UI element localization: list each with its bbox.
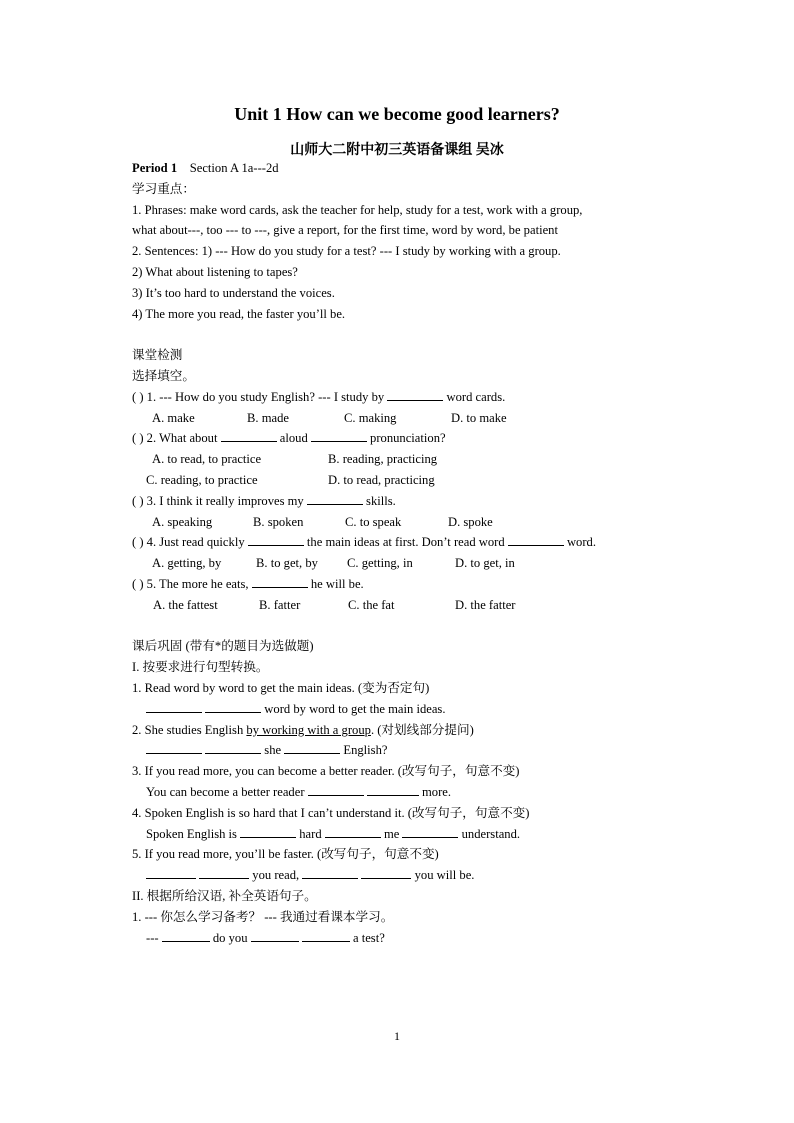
class-test-heading: 课堂检测 bbox=[132, 348, 183, 362]
answer-blank[interactable] bbox=[284, 743, 340, 754]
homework-1-answer-text: word by word to get the main ideas. bbox=[261, 702, 446, 716]
q5-option-d: D. the fatter bbox=[455, 598, 516, 612]
homework-5-answer-tail: you will be. bbox=[411, 868, 475, 882]
q1-option-b: B. made bbox=[247, 411, 289, 425]
answer-blank[interactable] bbox=[308, 785, 364, 796]
q2-option-a: A. to read, to practice bbox=[152, 452, 262, 466]
homework-5-answer bbox=[146, 867, 474, 883]
homework-2-answer-mid: she bbox=[261, 743, 285, 757]
answer-blank[interactable] bbox=[302, 868, 358, 879]
homework-2-text: 2. She studies English bbox=[132, 723, 247, 737]
answer-blank[interactable] bbox=[361, 868, 411, 879]
phrases-line-2: what about---, too --- to ---, give a report, for the first time, word by word, be patient bbox=[132, 223, 558, 237]
answer-blank[interactable] bbox=[221, 431, 277, 442]
period-label: Period 1 bbox=[132, 161, 178, 175]
q4-option-d: D. to get, in bbox=[455, 556, 515, 570]
answer-blank[interactable] bbox=[146, 743, 202, 754]
q2-option-b: B. reading, practicing bbox=[328, 452, 438, 466]
question-4-text: ( ) 4. Just read quickly bbox=[132, 535, 248, 549]
answer-blank[interactable] bbox=[248, 535, 304, 546]
q2-option-d: D. to read, practicing bbox=[328, 473, 435, 487]
homework-1-answer bbox=[146, 701, 445, 717]
homework-3-answer-tail: more. bbox=[418, 785, 452, 799]
page-title: Unit 1 How can we become good learners? bbox=[234, 104, 560, 124]
page-subtitle: 山师大二附中初三英语备课组 吴冰 bbox=[290, 143, 504, 158]
answer-blank[interactable] bbox=[199, 868, 249, 879]
q1-option-d: D. to make bbox=[451, 411, 507, 425]
homework-3-answer bbox=[146, 784, 451, 800]
answer-blank[interactable] bbox=[311, 431, 367, 442]
answer-blank[interactable] bbox=[205, 743, 261, 754]
homework-4-answer-tail: understand. bbox=[458, 827, 521, 841]
question-4-mid: the main ideas at first. Don’t read word bbox=[303, 535, 508, 549]
question-4 bbox=[132, 534, 596, 550]
question-5-tail: he will be. bbox=[307, 577, 364, 591]
part-2-heading: II. 根据所给汉语, 补全英语句子。 bbox=[132, 889, 317, 903]
answer-blank[interactable] bbox=[302, 931, 350, 942]
answer-blank[interactable] bbox=[240, 827, 296, 838]
answer-blank[interactable] bbox=[367, 785, 419, 796]
question-1-text: ( ) 1. --- How do you study English? --- I study by bbox=[132, 390, 388, 404]
sentence-3: 3) It’s too hard to understand the voices. bbox=[132, 286, 335, 300]
question-2 bbox=[132, 430, 446, 446]
homework-3-answer-text: You can become a better reader bbox=[146, 785, 308, 799]
question-1 bbox=[132, 389, 505, 405]
homework-2-answer-tail: English? bbox=[340, 743, 388, 757]
question-3 bbox=[132, 493, 396, 509]
question-5-text: ( ) 5. The more he eats, bbox=[132, 577, 252, 591]
q1-option-c: C. making bbox=[344, 411, 397, 425]
page-number: 1 bbox=[394, 1029, 400, 1043]
phrases-line-1: 1. Phrases: make word cards, ask the teacher for help, study for a test, work with a group, bbox=[132, 203, 583, 217]
q4-option-c: C. getting, in bbox=[347, 556, 413, 570]
question-2-mid: aloud bbox=[276, 431, 311, 445]
answer-blank[interactable] bbox=[402, 827, 458, 838]
answer-blank[interactable] bbox=[251, 931, 299, 942]
homework-5: 5. If you read more, you’ll be faster. (改写句子，句意不变) bbox=[132, 847, 439, 861]
homework-5-answer-mid: you read, bbox=[249, 868, 303, 882]
q1-option-a: A. make bbox=[152, 411, 195, 425]
q3-option-c: C. to speak bbox=[345, 515, 402, 529]
answer-blank[interactable] bbox=[252, 577, 308, 588]
question-2-text: ( ) 2. What about bbox=[132, 431, 221, 445]
part-2-question-1: 1. --- 你怎么学习备考？ --- 我通过看课本学习。 bbox=[132, 910, 394, 924]
question-3-tail: skills. bbox=[362, 494, 396, 508]
question-1-tail: word cards. bbox=[443, 390, 506, 404]
period-line bbox=[132, 160, 279, 176]
underlined-phrase: by working with a group bbox=[246, 723, 371, 737]
homework-heading: 课后巩固 (带有*的题目为选做题) bbox=[132, 639, 314, 653]
q2-option-c: C. reading, to practice bbox=[146, 473, 258, 487]
homework-4-answer-text: Spoken English is bbox=[146, 827, 241, 841]
part-2-answer-tail: a test? bbox=[349, 931, 385, 945]
answer-blank[interactable] bbox=[508, 535, 564, 546]
sentence-4: 4) The more you read, the faster you’ll be. bbox=[132, 307, 346, 321]
answer-blank[interactable] bbox=[307, 494, 363, 505]
sentence-2: 2) What about listening to tapes? bbox=[132, 265, 298, 279]
answer-blank[interactable] bbox=[325, 827, 381, 838]
question-4-tail: word. bbox=[563, 535, 596, 549]
q5-option-a: A. the fattest bbox=[153, 598, 218, 612]
part-2-question-1-answer bbox=[146, 930, 385, 946]
homework-4-answer-mid2: me bbox=[380, 827, 403, 841]
answer-blank[interactable] bbox=[387, 390, 443, 401]
part-2-answer-mid: do you bbox=[209, 931, 251, 945]
homework-2 bbox=[132, 722, 474, 738]
homework-4-answer-mid: hard bbox=[296, 827, 325, 841]
answer-blank[interactable] bbox=[146, 868, 196, 879]
q4-option-a: A. getting, by bbox=[152, 556, 222, 570]
question-5 bbox=[132, 576, 364, 592]
period-section: Section A 1a---2d bbox=[189, 161, 279, 175]
q5-option-b: B. fatter bbox=[259, 598, 301, 612]
answer-blank[interactable] bbox=[162, 931, 210, 942]
homework-4-answer bbox=[146, 826, 520, 842]
answer-blank[interactable] bbox=[205, 702, 261, 713]
class-test-subheading: 选择填空。 bbox=[132, 369, 195, 383]
homework-2-answer bbox=[146, 742, 387, 758]
question-3-text: ( ) 3. I think it really improves my bbox=[132, 494, 307, 508]
answer-blank[interactable] bbox=[146, 702, 202, 713]
sentence-1: 2. Sentences: 1) --- How do you study for a test? --- I study by working with a group. bbox=[132, 244, 561, 258]
q3-option-b: B. spoken bbox=[253, 515, 304, 529]
homework-1: 1. Read word by word to get the main ideas. (变为否定句) bbox=[132, 681, 430, 695]
part-1-heading: I. 按要求进行句型转换。 bbox=[132, 660, 269, 674]
part-2-answer-prefix: --- bbox=[146, 931, 162, 945]
q4-option-b: B. to get, by bbox=[256, 556, 318, 570]
focus-heading: 学习重点： bbox=[132, 182, 195, 196]
q3-option-d: D. spoke bbox=[448, 515, 493, 529]
homework-3: 3. If you read more, you can become a better reader. (改写句子，句意不变) bbox=[132, 764, 520, 778]
homework-2-tail: . (对划线部分提问) bbox=[370, 723, 474, 737]
question-2-tail: pronunciation? bbox=[366, 431, 446, 445]
homework-4: 4. Spoken English is so hard that I can’t understand it. (改写句子，句意不变) bbox=[132, 806, 530, 820]
q3-option-a: A. speaking bbox=[152, 515, 213, 529]
q5-option-c: C. the fat bbox=[348, 598, 395, 612]
